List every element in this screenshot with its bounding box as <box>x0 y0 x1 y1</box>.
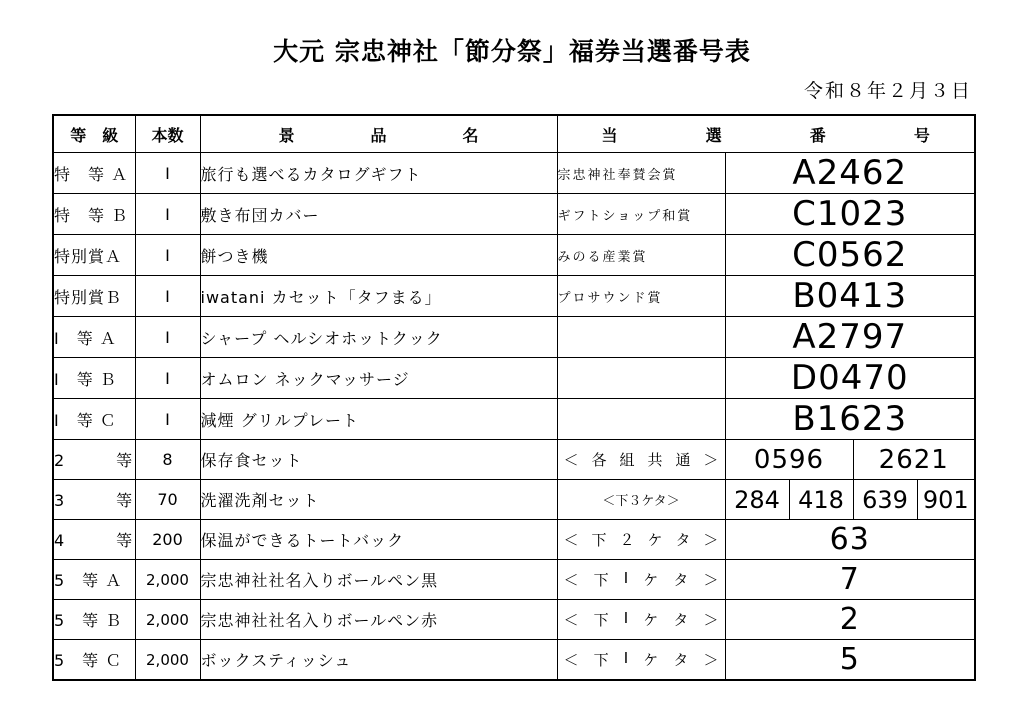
draw-condition-char: ＜ <box>563 571 579 589</box>
draw-condition <box>557 640 725 681</box>
prize-count: I <box>135 235 200 276</box>
prize-name: シャープ ヘルシオホットクック <box>200 317 557 358</box>
winning-number: 639 <box>853 480 917 520</box>
winning-number: 2621 <box>853 440 975 480</box>
prize-count: I <box>135 194 200 235</box>
draw-condition-char: タ <box>673 651 689 669</box>
draw-condition-char: タ <box>675 531 691 549</box>
winning-number: C1023 <box>725 194 975 235</box>
prize-grade: 5 等 Ｂ <box>53 600 135 640</box>
sponsor-name <box>557 317 725 358</box>
prize-name: オムロン ネックマッサージ <box>200 358 557 399</box>
sponsor-name <box>557 358 725 399</box>
prize-grade: 特 等 Ｂ <box>53 194 135 235</box>
prize-grade: I 等 Ａ <box>53 317 135 358</box>
table-row <box>53 520 975 560</box>
header-win-char: 選 <box>705 125 722 145</box>
draw-condition-char: 下 <box>593 651 609 669</box>
table-row <box>53 317 975 358</box>
prize-count: I <box>135 153 200 194</box>
prize-grade: 4 等 <box>53 520 135 560</box>
winning-number: B1623 <box>725 399 975 440</box>
winning-number: 284 <box>725 480 789 520</box>
prize-name: ボックスティッシュ <box>200 640 557 681</box>
table-row <box>53 560 975 600</box>
draw-condition <box>557 520 725 560</box>
draw-condition-char: ＞ <box>703 611 719 629</box>
prize-count: 8 <box>135 440 200 480</box>
prize-name: 敷き布団カバー <box>200 194 557 235</box>
sponsor-name: ギフトショップ和賞 <box>557 194 725 235</box>
table-row <box>53 600 975 640</box>
winning-number: 901 <box>917 480 975 520</box>
prize-grade: 3 等 <box>53 480 135 520</box>
header-grade: 等 級 <box>53 115 135 153</box>
header-prize-name: 景 品 名 <box>200 115 557 153</box>
sponsor-name: 宗忠神社奉賛会賞 <box>557 153 725 194</box>
draw-condition-char: 各 <box>591 451 607 469</box>
prize-count: 2,000 <box>135 600 200 640</box>
winning-number: 7 <box>725 560 975 600</box>
prize-grade: 特別賞Ａ <box>53 235 135 276</box>
draw-condition <box>557 440 725 480</box>
table-row <box>53 480 975 520</box>
table-row <box>53 276 975 317</box>
draw-condition-char: I <box>623 569 629 587</box>
winning-number: B0413 <box>725 276 975 317</box>
prize-count: I <box>135 358 200 399</box>
draw-condition-char: ＞ <box>703 531 719 549</box>
table-row <box>53 153 975 194</box>
table-row <box>53 399 975 440</box>
draw-condition: ＜下３ケタ＞ <box>557 480 725 520</box>
draw-condition-char: 組 <box>619 451 635 469</box>
winning-number: 418 <box>789 480 853 520</box>
header-count: 本数 <box>135 115 200 153</box>
draw-condition-char: ＞ <box>703 651 719 669</box>
prize-name: iwatani カセット「タフまる」 <box>200 276 557 317</box>
prize-name: 洗濯洗剤セット <box>200 480 557 520</box>
winning-numbers-table <box>52 114 976 681</box>
table-row <box>53 235 975 276</box>
draw-condition-char: ２ <box>619 531 635 549</box>
winning-number: A2462 <box>725 153 975 194</box>
draw-condition-char: 下 <box>591 531 607 549</box>
prize-grade: 5 等 Ｃ <box>53 640 135 681</box>
header-win-char: 当 <box>601 125 618 145</box>
draw-condition <box>557 600 725 640</box>
prize-grade: I 等 Ｃ <box>53 399 135 440</box>
prize-name: 減煙 グリルプレート <box>200 399 557 440</box>
prize-grade: I 等 Ｂ <box>53 358 135 399</box>
winning-number: D0470 <box>725 358 975 399</box>
draw-condition-char: 下 <box>593 571 609 589</box>
table-row <box>53 440 975 480</box>
prize-name: 宗忠神社社名入りボールペン赤 <box>200 600 557 640</box>
draw-condition-char: ＞ <box>703 571 719 589</box>
draw-condition-char: ＜ <box>563 611 579 629</box>
prize-grade: 特別賞Ｂ <box>53 276 135 317</box>
header-row <box>53 115 975 153</box>
table-row <box>53 640 975 681</box>
sponsor-name: プロサウンド賞 <box>557 276 725 317</box>
header-winning-number <box>557 115 975 153</box>
winning-number: 0596 <box>725 440 853 480</box>
prize-count: I <box>135 317 200 358</box>
draw-condition-char: ケ <box>643 651 659 669</box>
draw-condition-char: 通 <box>675 451 691 469</box>
prize-grade: 特 等 Ａ <box>53 153 135 194</box>
sponsor-name: みのる産業賞 <box>557 235 725 276</box>
prize-name: 保存食セット <box>200 440 557 480</box>
draw-condition-char: I <box>623 609 629 627</box>
draw-condition-char: 共 <box>647 451 663 469</box>
prize-grade: 5 等 Ａ <box>53 560 135 600</box>
prize-name: 宗忠神社社名入りボールペン黒 <box>200 560 557 600</box>
sponsor-name <box>557 399 725 440</box>
draw-condition-char: タ <box>673 611 689 629</box>
winning-number: 63 <box>725 520 975 560</box>
prize-grade: 2 等 <box>53 440 135 480</box>
prize-count: 70 <box>135 480 200 520</box>
winning-number: C0562 <box>725 235 975 276</box>
draw-condition-char: タ <box>673 571 689 589</box>
draw-condition-char: ケ <box>643 611 659 629</box>
draw-condition-char: ＜ <box>563 531 579 549</box>
prize-count: 2,000 <box>135 640 200 681</box>
header-win-char: 番 <box>809 125 826 145</box>
draw-condition-char: ケ <box>647 531 663 549</box>
table-row <box>53 358 975 399</box>
prize-count: I <box>135 399 200 440</box>
prize-count: 200 <box>135 520 200 560</box>
draw-condition-char: 下 <box>593 611 609 629</box>
page-title: 大元 宗忠神社「節分祭」福券当選番号表 <box>273 37 751 66</box>
issue-date: 令和８年２月３日 <box>803 80 972 102</box>
table-row <box>53 194 975 235</box>
draw-condition-char: ＜ <box>563 451 579 469</box>
header-win-char: 号 <box>913 125 930 145</box>
winning-number: A2797 <box>725 317 975 358</box>
winning-number: 2 <box>725 600 975 640</box>
prize-name: 旅行も選べるカタログギフト <box>200 153 557 194</box>
draw-condition <box>557 560 725 600</box>
draw-condition-char: ＜ <box>563 651 579 669</box>
winning-number: 5 <box>725 640 975 681</box>
prize-count: I <box>135 276 200 317</box>
draw-condition-char: I <box>623 649 629 667</box>
draw-condition-char: ケ <box>643 571 659 589</box>
draw-condition-char: ＞ <box>703 451 719 469</box>
prize-name: 保温ができるトートバック <box>200 520 557 560</box>
prize-name: 餅つき機 <box>200 235 557 276</box>
prize-count: 2,000 <box>135 560 200 600</box>
